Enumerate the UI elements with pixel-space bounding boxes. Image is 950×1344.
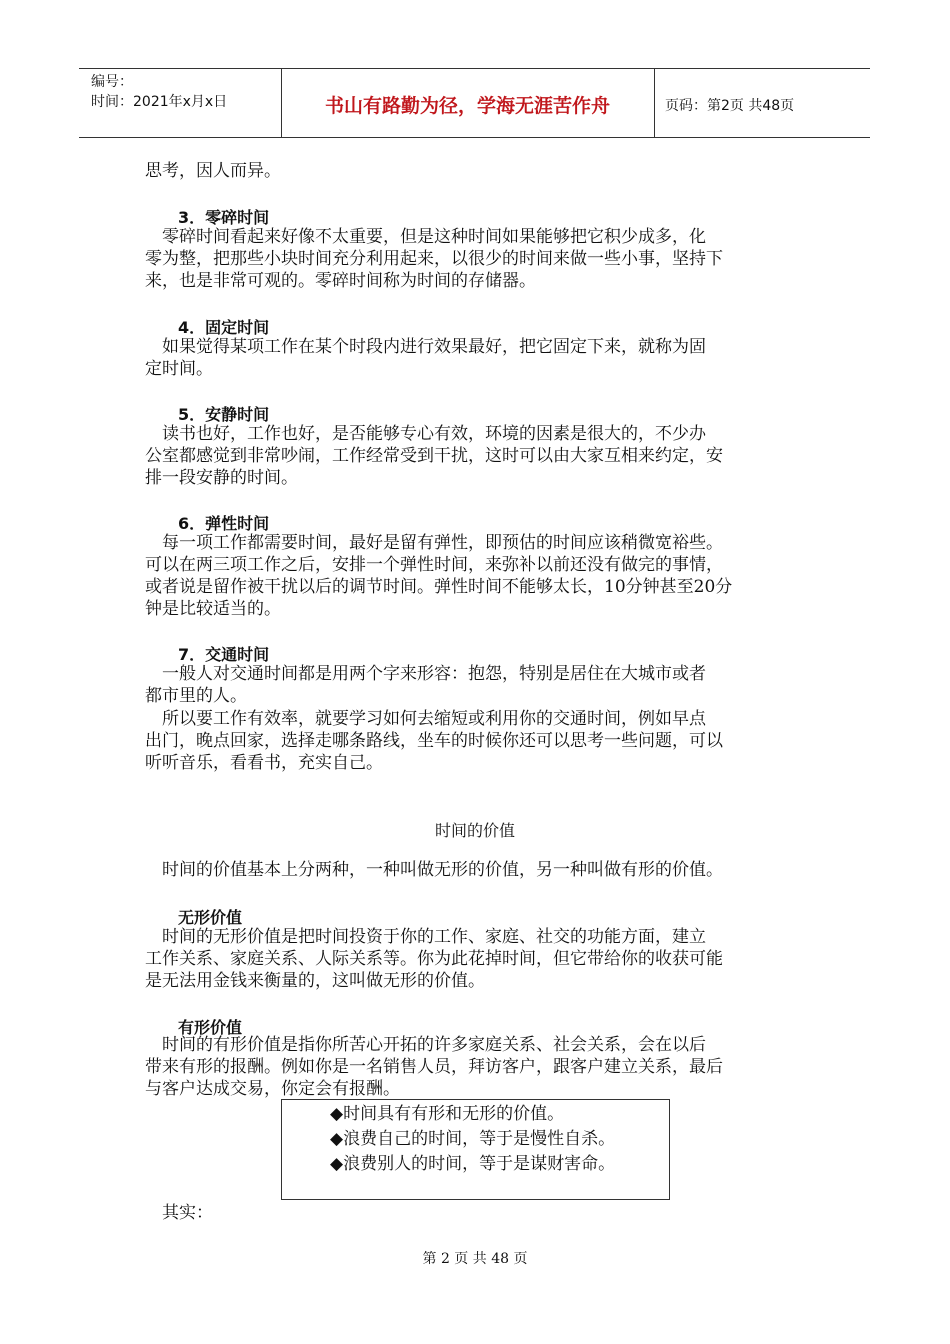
text-line: 其实： (145, 1203, 213, 1223)
text-line: 如果觉得某项工作在某个时段内进行效果最好，把它固定下来，就称为固 (145, 337, 706, 357)
text-line: 思考，因人而异。 (145, 161, 281, 181)
text-line: 听听音乐，看看书，充实自己。 (145, 753, 383, 773)
section-heading: 4．固定时间 (178, 318, 270, 337)
header-motto-cell (281, 69, 655, 137)
key-point: ◆浪费自己的时间，等于是慢性自杀。 (330, 1129, 616, 1149)
text-line: 可以在两三项工作之后，安排一个弹性时间，来弥补以前还没有做完的事情， (145, 555, 723, 575)
text-line: 读书也好，工作也好，是否能够专心有效，环境的因素是很大的，不少办 (145, 424, 706, 444)
section-heading: 5．安静时间 (178, 405, 270, 424)
text-line: 定时间。 (145, 359, 213, 379)
text-line: 都市里的人。 (145, 686, 247, 706)
text-line: 工作关系、家庭关系、人际关系等。你为此花掉时间，但它带给你的收获可能 (145, 949, 723, 969)
key-point: ◆浪费别人的时间，等于是谋财害命。 (330, 1154, 616, 1174)
text-line: 是无法用金钱来衡量的，这叫做无形的价值。 (145, 971, 485, 991)
time-label: 时间：2021年x月x日 (91, 94, 228, 110)
motto: 书山有路勤为径，学海无涯苦作舟 (324, 95, 610, 117)
text-line: 排一段安静的时间。 (145, 468, 298, 488)
number-label: 编号： (91, 74, 133, 90)
text-line: 带来有形的报酬。例如你是一名销售人员，拜访客户，跟客户建立关系，最后 (145, 1057, 723, 1077)
text-line: 时间的价值基本上分两种，一种叫做无形的价值，另一种叫做有形的价值。 (145, 860, 723, 880)
section-heading: 无形价值 (178, 908, 243, 927)
text-line: 零碎时间看起来好像不太重要，但是这种时间如果能够把它积少成多，化 (145, 227, 706, 247)
text-line: 时间的无形价值是把时间投资于你的工作、家庭、社交的功能方面，建立 (145, 927, 706, 947)
page-info: 页码：第2页 共48页 (665, 98, 795, 114)
section-heading: 7．交通时间 (178, 645, 270, 664)
text-line: 与客户达成交易，你定会有报酬。 (145, 1079, 400, 1099)
header-page-cell (655, 69, 870, 137)
text-line: 每一项工作都需要时间，最好是留有弹性，即预估的时间应该稍微宽裕些。 (145, 533, 723, 553)
page-header (79, 68, 870, 138)
text-line: 时间的有形价值是指你所苦心开拓的许多家庭关系、社会关系，会在以后 (145, 1035, 706, 1055)
key-point: ◆时间具有有形和无形的价值。 (330, 1104, 565, 1124)
text-line: 钟是比较适当的。 (145, 599, 281, 619)
text-line: 出门，晚点回家，选择走哪条路线，坐车的时候你还可以思考一些问题，可以 (145, 731, 723, 751)
section-heading: 3．零碎时间 (178, 208, 270, 227)
text-line: 公室都感觉到非常吵闹，工作经常受到干扰，这时可以由大家互相来约定，安 (145, 446, 723, 466)
page-footer: 第 2 页 共 48 页 (422, 1251, 528, 1267)
header-meta-cell (79, 69, 282, 137)
text-line: 所以要工作有效率，就要学习如何去缩短或利用你的交通时间，例如早点 (145, 709, 706, 729)
text-line: 零为整，把那些小块时间充分利用起来，以很少的时间来做一些小事，坚持下 (145, 249, 723, 269)
text-line: 一般人对交通时间都是用两个字来形容：抱怨，特别是居住在大城市或者 (145, 664, 706, 684)
text-line: 来，也是非常可观的。零碎时间称为时间的存储器。 (145, 271, 536, 291)
text-line: 或者说是留作被干扰以后的调节时间。弹性时间不能够太长，10分钟甚至20分 (145, 577, 733, 597)
section-heading: 6．弹性时间 (178, 514, 270, 533)
section-heading: 有形价值 (178, 1018, 243, 1037)
page-section-title: 时间的价值 (434, 821, 515, 840)
key-points-box (281, 1099, 670, 1200)
